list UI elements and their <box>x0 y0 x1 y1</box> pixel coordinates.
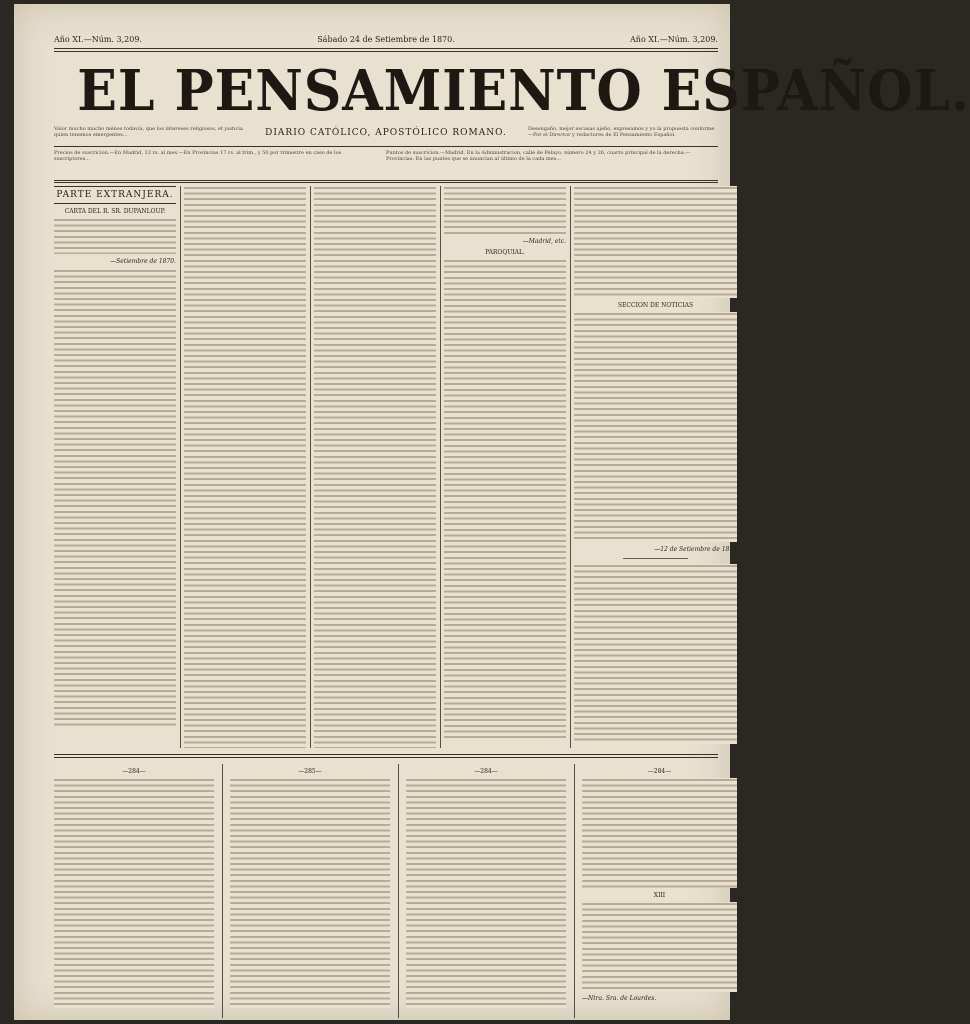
column-1-body-b <box>54 269 176 729</box>
column-5-body-a <box>574 186 737 298</box>
folletin-rule-2 <box>54 757 718 758</box>
column-2 <box>184 186 306 748</box>
column-4-body-a <box>444 186 566 234</box>
folletin-column-1 <box>54 764 214 1018</box>
folletin-text-2 <box>230 778 390 1008</box>
subscription-prices: Precios de suscricion.—En Madrid, 12 rs. al mes.—En Provincias 17 rs. al trim., y 50 por trimestre en caso de los suscriptores... <box>54 150 342 162</box>
column-5-body-b <box>574 312 737 542</box>
front-columns <box>54 186 737 748</box>
newspaper-title: EL PENSAMIENTO ESPAÑOL. <box>77 58 970 124</box>
subscription-points: Puntos de suscricion.—Madrid. En la Administracion, calle de Pelayo, número 24 y 26, cuarto principal de la derecha.—Provincias: En las puntos que se anuncian al último de la cada mes... <box>386 150 691 162</box>
top-rule <box>54 48 718 49</box>
column-1-body-a <box>54 218 176 254</box>
column-rule-2 <box>310 186 311 748</box>
top-rule-2 <box>54 51 718 52</box>
folletin-text-4b <box>582 902 737 992</box>
folletin-page-number-1: —284— <box>122 768 146 775</box>
folletin-closing-text: —Ntra. Sra. de Lourdes. <box>582 995 657 1002</box>
section-heading-extranjera: PARTE EXTRANJERA. <box>54 186 176 204</box>
info-rule-top <box>54 146 718 147</box>
section-heading-paroquial: PAROQUIAL. <box>485 249 525 256</box>
column-rule-4 <box>570 186 571 748</box>
folletin-text-4a <box>582 778 737 888</box>
folletin-rule-c <box>574 764 575 1018</box>
folletin-column-2 <box>230 764 390 1018</box>
info-rule-bottom <box>54 180 718 181</box>
info-rule-bottom-2 <box>54 182 718 183</box>
folletin-page-number-3: —284— <box>474 768 498 775</box>
folletin-text-3 <box>406 778 566 1008</box>
folletin-closing <box>582 995 737 1002</box>
article-date: —Setiembre de 1870. <box>110 258 176 265</box>
left-motto: Valor mucho mucho ménos todavía, que los intereses religiosos, et justicia quien tenemos emergentes... <box>54 126 243 138</box>
column-3-body <box>314 186 436 748</box>
newspaper-subtitle: DIARIO CATÓLICO, APOSTÓLICO ROMANO. <box>265 128 507 138</box>
right-issue-number: Año XI.—Núm. 3,209. <box>630 34 718 44</box>
right-motto: Desengaño, mejor escasas ajeño, expresamos y yo la propuesta conforme —Por el Director y redactores de El Pensamiento Español. <box>528 126 715 138</box>
issue-date: Sábado 24 de Setiembre de 1870. <box>317 34 455 44</box>
section-heading-noticias: SECCION DE NOTICIAS <box>617 302 694 309</box>
left-issue-number: Año XI.—Núm. 3,209. <box>54 34 142 44</box>
column-rule-3 <box>440 186 441 748</box>
folletin-chapter-number: XIII <box>653 892 666 899</box>
folletin-page-number-4: —284— <box>647 768 672 775</box>
folletin-closing-number: 10 <box>729 995 737 1002</box>
folletin-column-3 <box>406 764 566 1018</box>
article-signature: —Madrid, etc. <box>522 238 566 245</box>
news-separator <box>623 558 688 559</box>
column-5 <box>574 186 737 748</box>
column-4-body-b <box>444 259 566 739</box>
folletin-rule-b <box>398 764 399 1018</box>
column-4 <box>444 186 566 748</box>
column-3 <box>314 186 436 748</box>
column-5-body-c <box>574 564 737 744</box>
newspaper-page <box>14 4 970 1020</box>
folletin-column-4 <box>582 764 737 1018</box>
issue-line <box>54 32 718 46</box>
folletin-section <box>54 764 737 1018</box>
folletin-rule <box>54 754 718 755</box>
masthead-subrow <box>54 124 718 144</box>
folletin-text-1 <box>54 778 214 1008</box>
column-rule-1 <box>180 186 181 748</box>
folletin-page-number-2: —285— <box>298 768 322 775</box>
article-heading-carta: CARTA DEL R. SR. DUPANLOUP. <box>64 208 166 215</box>
column-2-body <box>184 186 306 748</box>
folletin-rule-a <box>222 764 223 1018</box>
news-date: —12 de Setiembre de 1870 <box>654 546 737 553</box>
column-1 <box>54 186 176 748</box>
